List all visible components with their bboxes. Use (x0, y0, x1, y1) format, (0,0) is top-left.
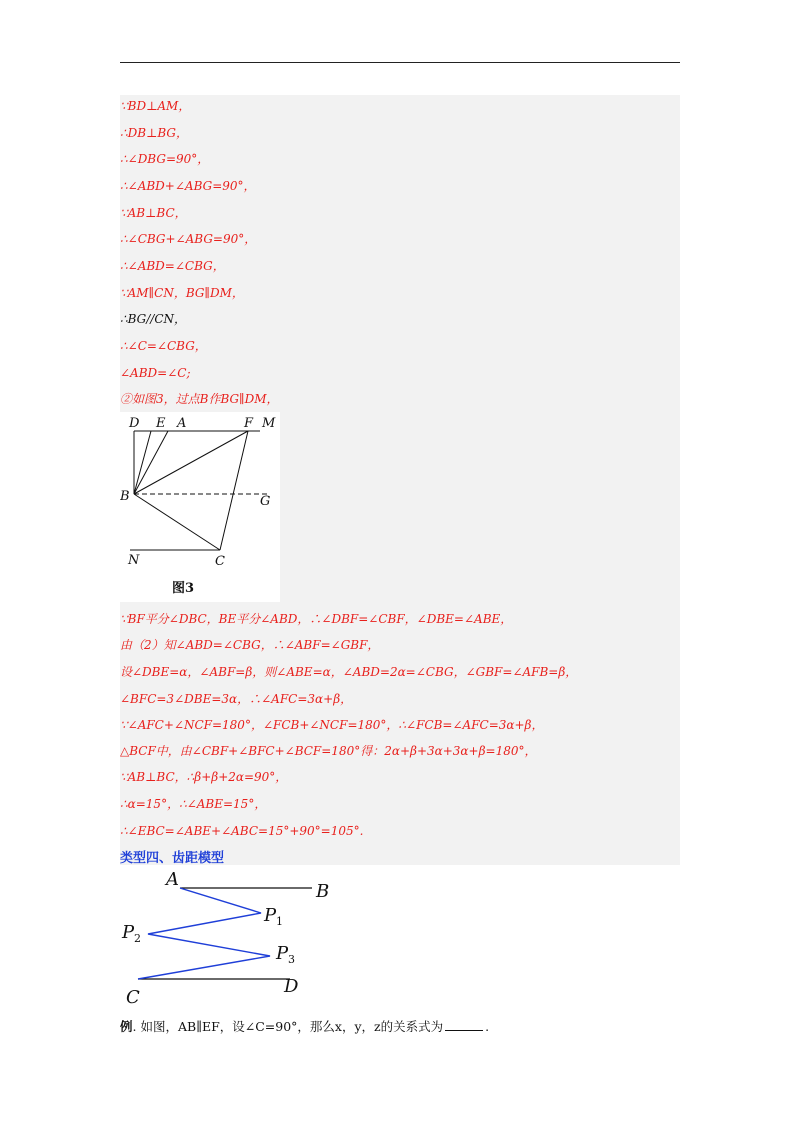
proof-line: △BCF中，由∠CBF+∠BFC+∠BCF=180°得：2α+β+3α+3α+β=180°， (120, 744, 537, 758)
proof-line: ∵AB⊥BC， (120, 206, 187, 220)
proof-line: ∠BFC=3∠DBE=3α，∴∠AFC=3α+β， (120, 692, 353, 706)
fig3-label-c: C (215, 554, 225, 569)
fig3-label-a: A (177, 416, 187, 431)
figure-zigzag (118, 868, 343, 1008)
fig4-label-a: A (166, 869, 179, 890)
proof-line: ∴BG//CN， (120, 312, 187, 326)
fig4-label-p1: P (264, 905, 277, 926)
fig3-label-n: N (128, 553, 140, 568)
header-rule (120, 62, 680, 63)
figure-3 (120, 412, 280, 602)
proof-line: ∴∠ABD+∠ABG=90°， (120, 179, 256, 193)
fig4-sub-1: 1 (276, 915, 283, 928)
answer-blank (445, 1018, 483, 1031)
proof-line: 由（2）知∠ABD=∠CBG，∴∠ABF=∠GBF， (120, 638, 380, 652)
fig4-label-p3: P (276, 943, 289, 964)
proof-line: ∴∠CBG+∠ABG=90°， (120, 232, 257, 246)
fig4-label-p2: P (122, 922, 135, 943)
proof-line: ∴∠C=∠CBG， (120, 339, 207, 353)
fig3-label-f: F (244, 416, 254, 431)
proof-line: ∴DB⊥BG， (120, 126, 188, 140)
fig3-label-d: D (129, 416, 140, 431)
fig4-label-d: D (284, 976, 299, 997)
proof-line: ∵AB⊥BC，∴β+β+2α=90°， (120, 770, 288, 784)
proof-line: ∠ABD=∠C; (120, 366, 191, 380)
proof-line: ∵∠AFC+∠NCF=180°，∠FCB+∠NCF=180°，∴∠FCB=∠AFC=3α+β， (120, 718, 544, 732)
example-question (120, 1017, 489, 1035)
fig4-label-c: C (126, 987, 140, 1008)
proof-line: 设∠DBE=α，∠ABF=β，则∠ABE=α，∠ABD=2α=∠CBG，∠GBF=∠AFB=β， (120, 665, 578, 679)
example-tail: . (485, 1019, 490, 1034)
fig3-label-e: E (156, 416, 166, 431)
example-text: . 如图，AB∥EF，设∠C=90°，那么x，y，z的关系式为 (132, 1019, 444, 1034)
example-lead: 例 (120, 1019, 133, 1034)
fig3-label-g: G (260, 494, 271, 509)
fig4-sub-3: 3 (288, 953, 295, 966)
section-heading: 类型四、齿距模型 (120, 851, 225, 866)
proof-line: ∴α=15°，∴∠ABE=15°， (120, 797, 267, 811)
proof-line: ∵BD⊥AM， (120, 99, 191, 113)
proof-line: ∴∠DBG=90°， (120, 152, 210, 166)
fig3-caption: 图3 (172, 581, 195, 596)
proof-line: ∴∠ABD=∠CBG， (120, 259, 225, 273)
proof-line: ∵AM∥CN，BG∥DM， (120, 286, 244, 300)
proof-line: ②如图3，过点B作BG∥DM， (120, 392, 279, 406)
fig4-sub-2: 2 (134, 932, 141, 945)
proof-line: ∴∠EBC=∠ABE+∠ABC=15°+90°=105°. (120, 824, 364, 838)
proof-line: ∵BF平分∠DBC，BE平分∠ABD，∴∠DBF=∠CBF，∠DBE=∠ABE， (120, 612, 513, 626)
fig3-label-b: B (120, 489, 130, 504)
fig4-label-b: B (316, 881, 330, 902)
fig3-label-m: M (262, 416, 276, 431)
